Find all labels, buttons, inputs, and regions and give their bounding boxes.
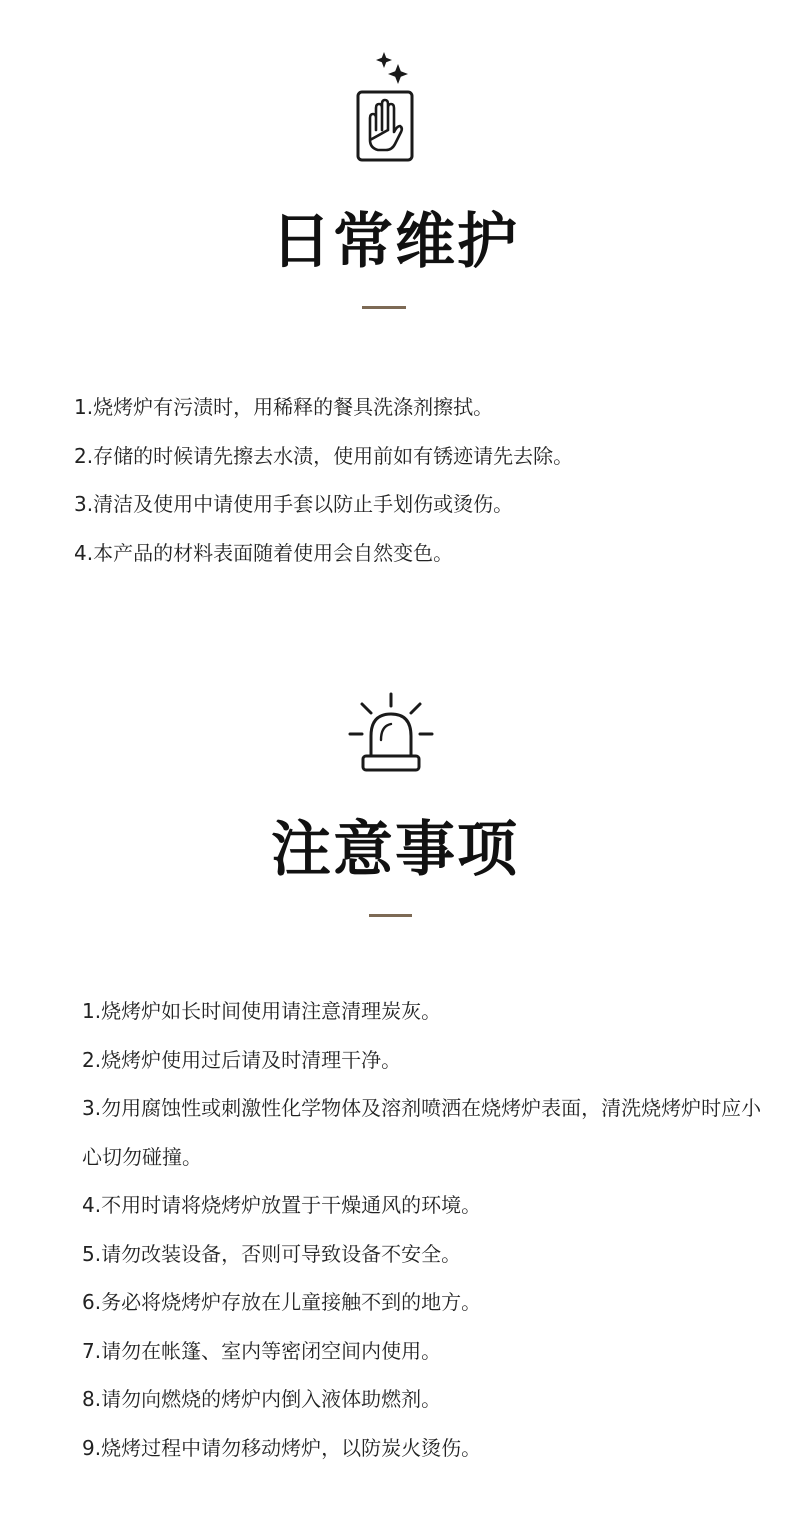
- maintenance-list: [74, 383, 774, 578]
- list-item: 6.务必将烧烤炉存放在儿童接触不到的地方。: [82, 1290, 482, 1314]
- section-title-caution: 注意事项: [271, 815, 519, 885]
- list-item: 8.请勿向燃烧的烤炉内倒入液体助燃剂。: [82, 1387, 442, 1411]
- list-item: 9.烧烤过程中请勿移动烤炉，以防炭火烫伤。: [82, 1435, 482, 1460]
- glove-sparkle-icon: [350, 48, 420, 164]
- list-item: 4.不用时请将烧烤炉放置于干燥通风的环境。: [82, 1193, 482, 1217]
- list-item: 1.烧烤炉如长时间使用请注意清理炭灰。: [82, 999, 442, 1023]
- title-divider: [369, 914, 412, 917]
- alarm-light-icon: [346, 692, 436, 776]
- list-item: 7.请勿在帐篷、室内等密闭空间内使用。: [82, 1338, 442, 1363]
- list-item: 2.存储的时候请先擦去水渍，使用前如有锈迹请先去除。: [74, 443, 574, 468]
- title-divider: [362, 306, 406, 309]
- caution-list: [82, 987, 762, 1472]
- list-item: 1.烧烤炉有污渍时，用稀释的餐具洗涤剂擦拭。: [74, 395, 494, 419]
- list-item: 5.请勿改装设备，否则可导致设备不安全。: [82, 1241, 462, 1266]
- list-item: 4.本产品的材料表面随着使用会自然变色。: [74, 541, 454, 566]
- list-item: 3.清洁及使用中请使用手套以防止手划伤或烫伤。: [74, 492, 514, 517]
- list-item: 2.烧烤炉使用过后请及时清理干净。: [82, 1047, 402, 1072]
- list-item: 3.勿用腐蚀性或刺激性化学物体及溶剂喷洒在烧烤炉表面，清洗烧烤炉时应小心切勿碰撞。: [82, 1096, 762, 1169]
- section-title-maintenance: 日常维护: [271, 207, 519, 277]
